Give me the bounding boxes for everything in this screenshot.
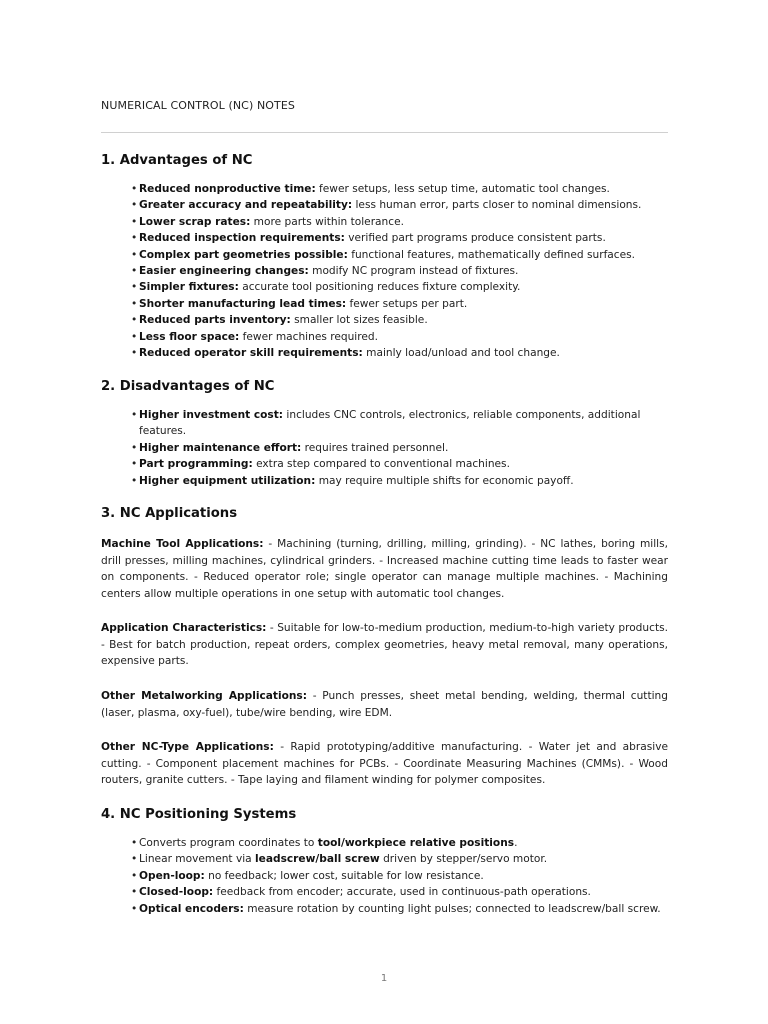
section-heading: 3. NC Applications [101,506,238,521]
list-item: • Greater accuracy and repeatability: less human error, parts closer to nominal dimensions. [131,197,668,213]
list-item: • Part programming: extra step compared to conventional machines. [131,456,668,472]
positioning-list [101,835,668,917]
list-item: • Easier engineering changes: modify NC program instead of fixtures. [131,263,668,279]
list-item: • Simpler fixtures: accurate tool positioning reduces fixture complexity. [131,279,668,295]
section-disadvantages [101,378,668,489]
list-item: • Higher equipment utilization: may require multiple shifts for economic payoff. [131,473,668,489]
section-advantages [101,152,668,361]
list-item: • Reduced inspection requirements: verified part programs produce consistent parts. [131,230,668,246]
document-title: NUMERICAL CONTROL (NC) NOTES [101,99,295,112]
list-item: • Higher maintenance effort: requires trained personnel. [131,440,668,456]
disadvantages-list [101,407,668,489]
list-item: • Linear movement via leadscrew/ball screw driven by stepper/servo motor. [131,851,668,867]
advantages-list [101,181,668,361]
list-item: • Complex part geometries possible: functional features, mathematically defined surfaces. [131,247,668,263]
list-item: • Less floor space: fewer machines required. [131,329,668,345]
section-applications [101,505,668,523]
section-heading: 2. Disadvantages of NC [101,379,275,394]
paragraph-application-characteristics: Application Characteristics: - Suitable for low-to-medium production, medium-to-high variety products. - Best for batch production, repeat orders, complex geometries, heavy metal removal, many operations, expensive parts. [101,622,668,668]
list-item: • Converts program coordinates to tool/workpiece relative positions. [131,835,668,851]
list-item: • Reduced nonproductive time: fewer setups, less setup time, automatic tool changes. [131,181,668,197]
list-item: • Reduced parts inventory: smaller lot sizes feasible. [131,312,668,328]
header-divider [101,132,668,133]
list-item: • Reduced operator skill requirements: mainly load/unload and tool change. [131,345,668,361]
section-heading: 4. NC Positioning Systems [101,807,297,822]
page-number: 1 [380,973,388,984]
section-heading: 1. Advantages of NC [101,153,253,168]
list-item: • Lower scrap rates: more parts within tolerance. [131,214,668,230]
list-item: • Shorter manufacturing lead times: fewer setups per part. [131,296,668,312]
list-item: • Higher investment cost: includes CNC controls, electronics, reliable components, additional features. [131,407,668,440]
paragraph-other-metalworking: Other Metalworking Applications: - Punch presses, sheet metal bending, welding, thermal cutting (laser, plasma, oxy-fuel), tube/wire bending, wire EDM. [101,690,668,719]
section-positioning [101,806,668,917]
paragraph-machine-tool: Machine Tool Applications: - Machining (turning, drilling, milling, grinding). - NC lathes, boring mills, drill presses, milling machines, cylindrical grinders. - Increased machine cutting time leads to faster wear on components. - Reduced operator role; single operator can manage multiple machines. - Machining centers allow multiple operations in one setup with automatic tool changes. [101,538,668,600]
list-item: • Open-loop: no feedback; lower cost, suitable for low resistance. [131,868,668,884]
list-item: • Optical encoders: measure rotation by counting light pulses; connected to leadscrew/ball screw. [131,901,668,917]
paragraph-other-nc-type: Other NC-Type Applications: - Rapid prototyping/additive manufacturing. - Water jet and abrasive cutting. - Component placement machines for PCBs. - Coordinate Measuring Machines (CMMs). - Wood routers, granite cutters. - Tape laying and filament winding for polymer composites. [101,741,668,787]
list-item: • Closed-loop: feedback from encoder; accurate, used in continuous-path operations. [131,884,668,900]
